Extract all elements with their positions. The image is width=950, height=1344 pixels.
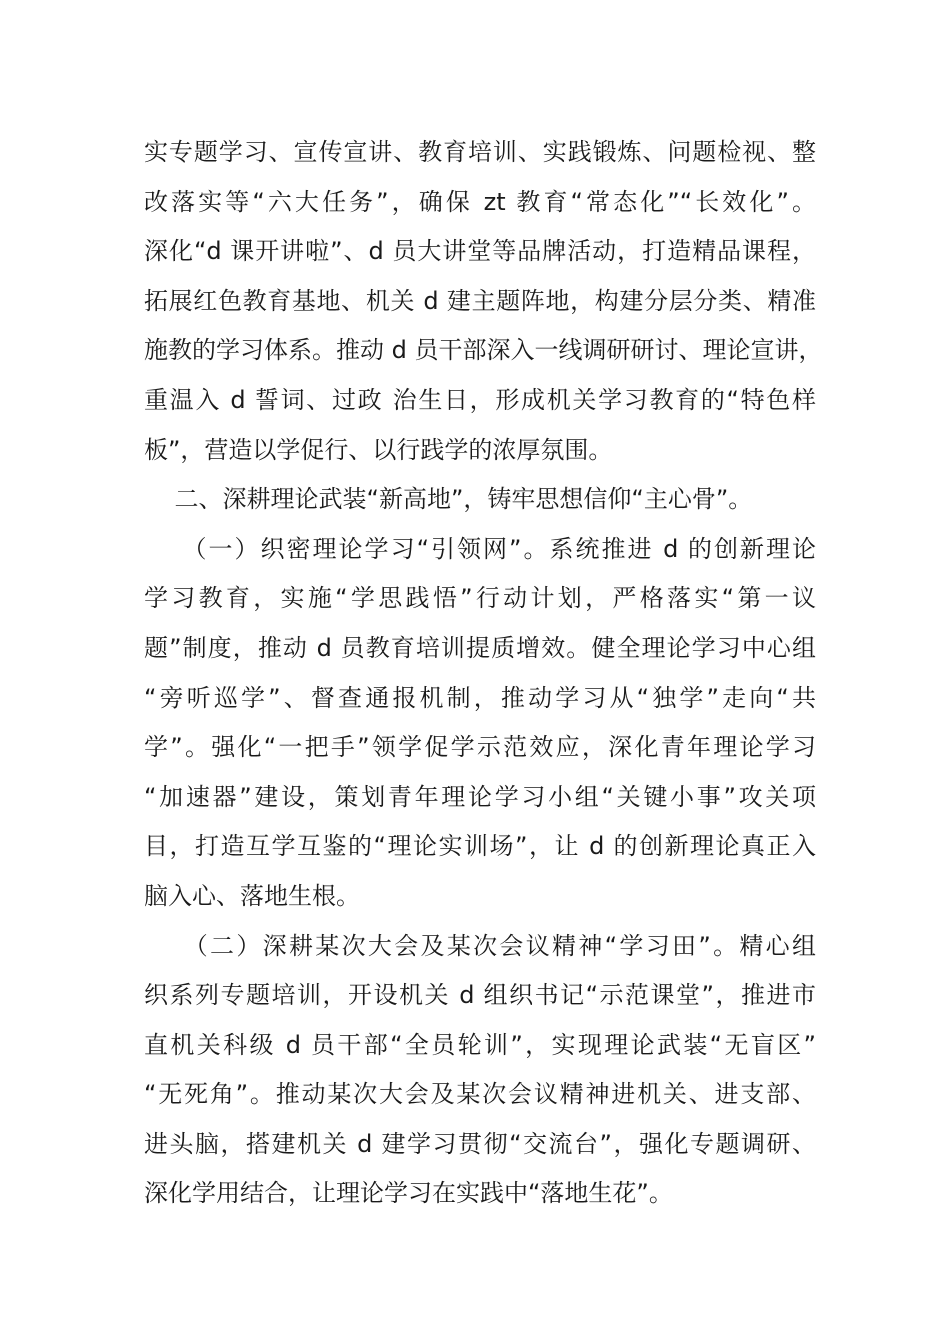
- text-line: 实专题学习、宣传宣讲、教育培训、实践锻炼、问题检视、整: [144, 138, 816, 166]
- text-line: 重温入 d 誓词、过政 治生日，形成机关学习教育的“特色样: [144, 385, 816, 414]
- paragraph-last-line: 深化学用结合，让理论学习在实践中“落地生花”。: [144, 1179, 673, 1208]
- paragraph-last-line: 板”，营造以学促行、以行践学的浓厚氛围。: [144, 435, 613, 464]
- text-line: 直机关科级 d 员干部“全员轮训”，实现理论武装“无盲区”: [144, 1030, 816, 1059]
- text-line: 目，打造互学互鉴的“理论实训场”，让 d 的创新理论真正入: [144, 832, 816, 861]
- document-body: [144, 128, 823, 1219]
- subsection-heading-line: （二）深耕某次大会及某次会议精神“学习田”。精心组: [144, 931, 816, 960]
- subsection-heading-line: （一）织密理论学习“引领网”。系统推进 d 的创新理论: [144, 534, 816, 563]
- text-line: 改落实等“六大任务”，确保 zt 教育“常态化”“长效化”。: [144, 187, 816, 216]
- text-line: “加速器”建设，策划青年理论学习小组“关键小事”攻关项: [144, 782, 816, 811]
- text-line: 织系列专题培训，开设机关 d 组织书记“示范课堂”，推进市: [144, 981, 816, 1010]
- text-line: 施教的学习体系。推动 d 员干部深入一线调研研讨、理论宣讲，: [144, 336, 823, 365]
- section-heading: 二、深耕理论武装“新高地”，铸牢思想信仰“主心骨”。: [144, 485, 753, 514]
- text-line: 学习教育，实施“学思践悟”行动计划，严格落实“第一议: [144, 584, 816, 613]
- text-line: 进头脑，搭建机关 d 建学习贯彻“交流台”，强化专题调研、: [144, 1129, 816, 1158]
- text-line: 学”。强化“一把手”领学促学示范效应，深化青年理论学习: [144, 733, 816, 762]
- text-line: “无死角”。推动某次大会及某次会议精神进机关、进支部、: [144, 1080, 816, 1109]
- text-line: “旁听巡学”、督查通报机制，推动学习从“独学”走向“共: [144, 683, 816, 712]
- text-line: 题”制度，推动 d 员教育培训提质增效。健全理论学习中心组: [144, 633, 816, 662]
- text-line: 深化“d 课开讲啦”、d 员大讲堂等品牌活动，打造精品课程，: [144, 237, 816, 266]
- text-line: 拓展红色教育基地、机关 d 建主题阵地，构建分层分类、精准: [144, 286, 816, 315]
- paragraph-last-line: 脑入心、落地生根。: [144, 881, 360, 910]
